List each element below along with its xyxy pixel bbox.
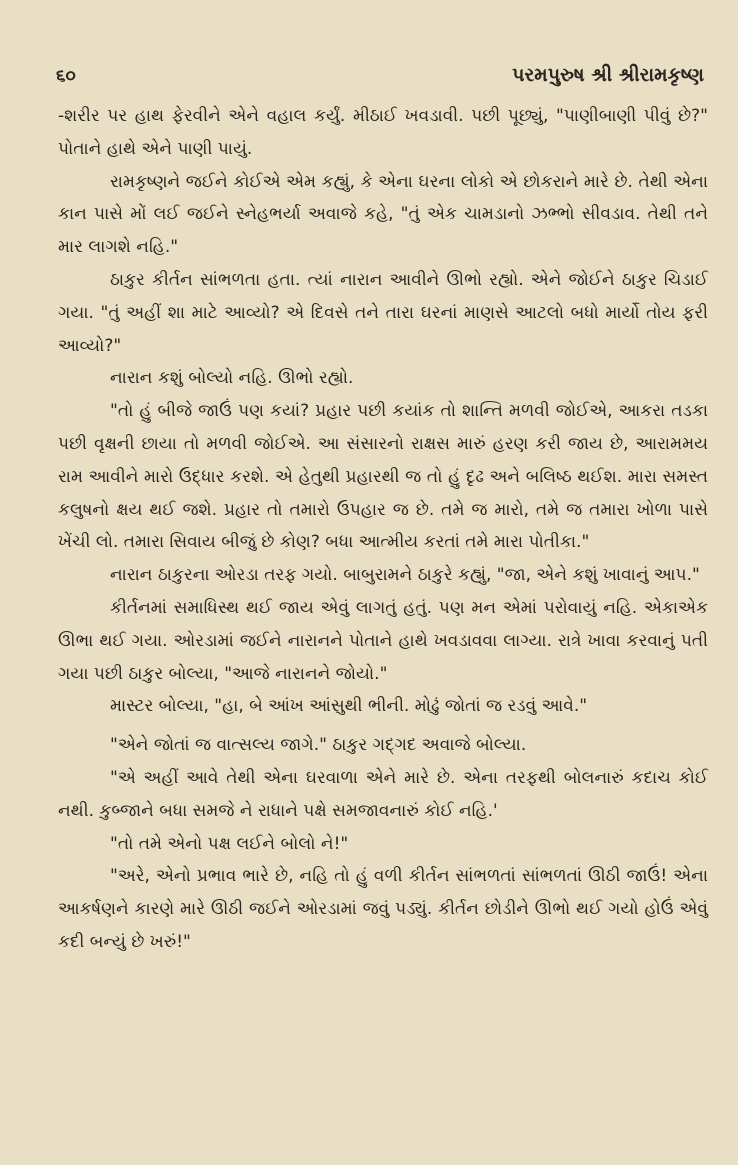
paragraph: "એ અહીં આવે તેથી એના ઘરવાળા એને મારે છે. એના તરફથી બોલનારું કદાચ કોઈ નથી. કુબ્જાને બધા સમજે ને રાધાને પક્ષે સમજાવનારું કોઈ નહિ.' bbox=[58, 767, 708, 821]
paragraph: "તો હું બીજે જાઉં પણ કયાં? પ્રહાર પછી કયાંક તો શાન્તિ મળવી જોઈએ, આકરા તડકા પછી વૃક્ષની છાયા તો મળવી જોઈએ. આ સંસારનો રાક્ષસ મારું હરણ કરી જાય છે, આરામમય રામ આવીને મારો ઉદ્ધાર કરશે. એ હેતુથી પ્રહારથી જ તો હું દૃઢ અને બલિષ્ઠ થઈશ. મારા સમસ્ત કલુષનો ક્ષય થઈ જશે. પ્રહાર તો તમારો ઉપહાર જ છે. તમે જ મારો, તમે જ તમારા ખોળા પાસે ખેંચી લો. તમારા સિવાય બીજું છે કોણ? બધા આત્મીય કરતાં તમે મારા પોતીકા." bbox=[58, 401, 708, 553]
paragraph: માસ્ટર બોલ્યા, "હા, બે આંખ આંસુથી ભીની. મોઢું જોતાં જ રડવું આવે." bbox=[110, 696, 588, 717]
paragraph: નારાન કશું બોલ્યો નહિ. ઊભો રહ્યો. bbox=[110, 368, 354, 389]
paragraph: -શરીર પર હાથ ફેરવીને એને વહાલ કર્યું. મીઠાઈ ખવડાવી. પછી પૂછ્યું, "પાણીબાણી પીવું છે?" પોતાને હાથે એને પાણી પાયું. bbox=[58, 106, 708, 159]
page-number: ૬૦ bbox=[56, 66, 76, 86]
running-title: પરમપુરુષ શ્રી શ્રીરામકૃષ્ણ bbox=[512, 64, 704, 86]
paragraph: "તો તમે એનો પક્ષ લઈને બોલો ને!" bbox=[110, 833, 349, 854]
paragraph: રામકૃષ્ણને જઈને કોઈએ એમ કહ્યું, કે એના ઘરના લોકો એ છોકરાને મારે છે. તેથી એના કાન પાસે મોં લઈ જઈને સ્નેહભર્યા અવાજે કહે, "તું એક ચામડાનો ઝભ્ભો સીવડાવ. તેથી તને માર લાગશે નહિ." bbox=[58, 171, 708, 258]
paragraph: "એને જોતાં જ વાત્સલ્ય જાગે." ઠાકુર ગદ્ગદ અવાજે બોલ્યા. bbox=[110, 735, 527, 756]
paragraph: કીર્તનમાં સમાધિસ્થ થઈ જાય એવું લાગતું હતું. પણ મન એમાં પરોવાયું નહિ. એકાએક ઊભા થઈ ગયા. ઓરડામાં જઈને નારાનને પોતાને હાથે ખવડાવવા લાગ્યા. રાત્રે ખાવા કરવાનું પતી ગયા પછી ઠાકુર બોલ્યા, "આજે નારાનને જોયો." bbox=[58, 597, 708, 684]
paragraph: "અરે, એનો પ્રભાવ ભારે છે, નહિ તો હું વળી કીર્તન સાંભળતાં સાંભળતાં ઊઠી જાઉં! એના આકર્ષણને કારણે મારે ઊઠી જઈને ઓરડામાં જવું પડ્યું. કીર્તન છોડીને ઊભો થઈ ગયો હોઉં એવું કદી બન્યું છે ખરું!" bbox=[58, 866, 708, 952]
body-text bbox=[58, 100, 708, 959]
paragraph: ઠાકુર કીર્તન સાંભળતા હતા. ત્યાં નારાન આવીને ઊભો રહ્યો. એને જોઈને ઠાકુર ચિડાઈ ગયા. "તું અહીં શા માટે આવ્યો? એ દિવસે તને તારા ઘરનાં માણસે આટલો બધો માર્યો તોય ફરી આવ્યો?" bbox=[58, 269, 708, 356]
paragraph: નારાન ઠાકુરના ઓરડા તરફ ગયો. બાબુરામને ઠાકુરે કહ્યું, "જા, એને કશું ખાવાનું આપ." bbox=[110, 565, 700, 586]
